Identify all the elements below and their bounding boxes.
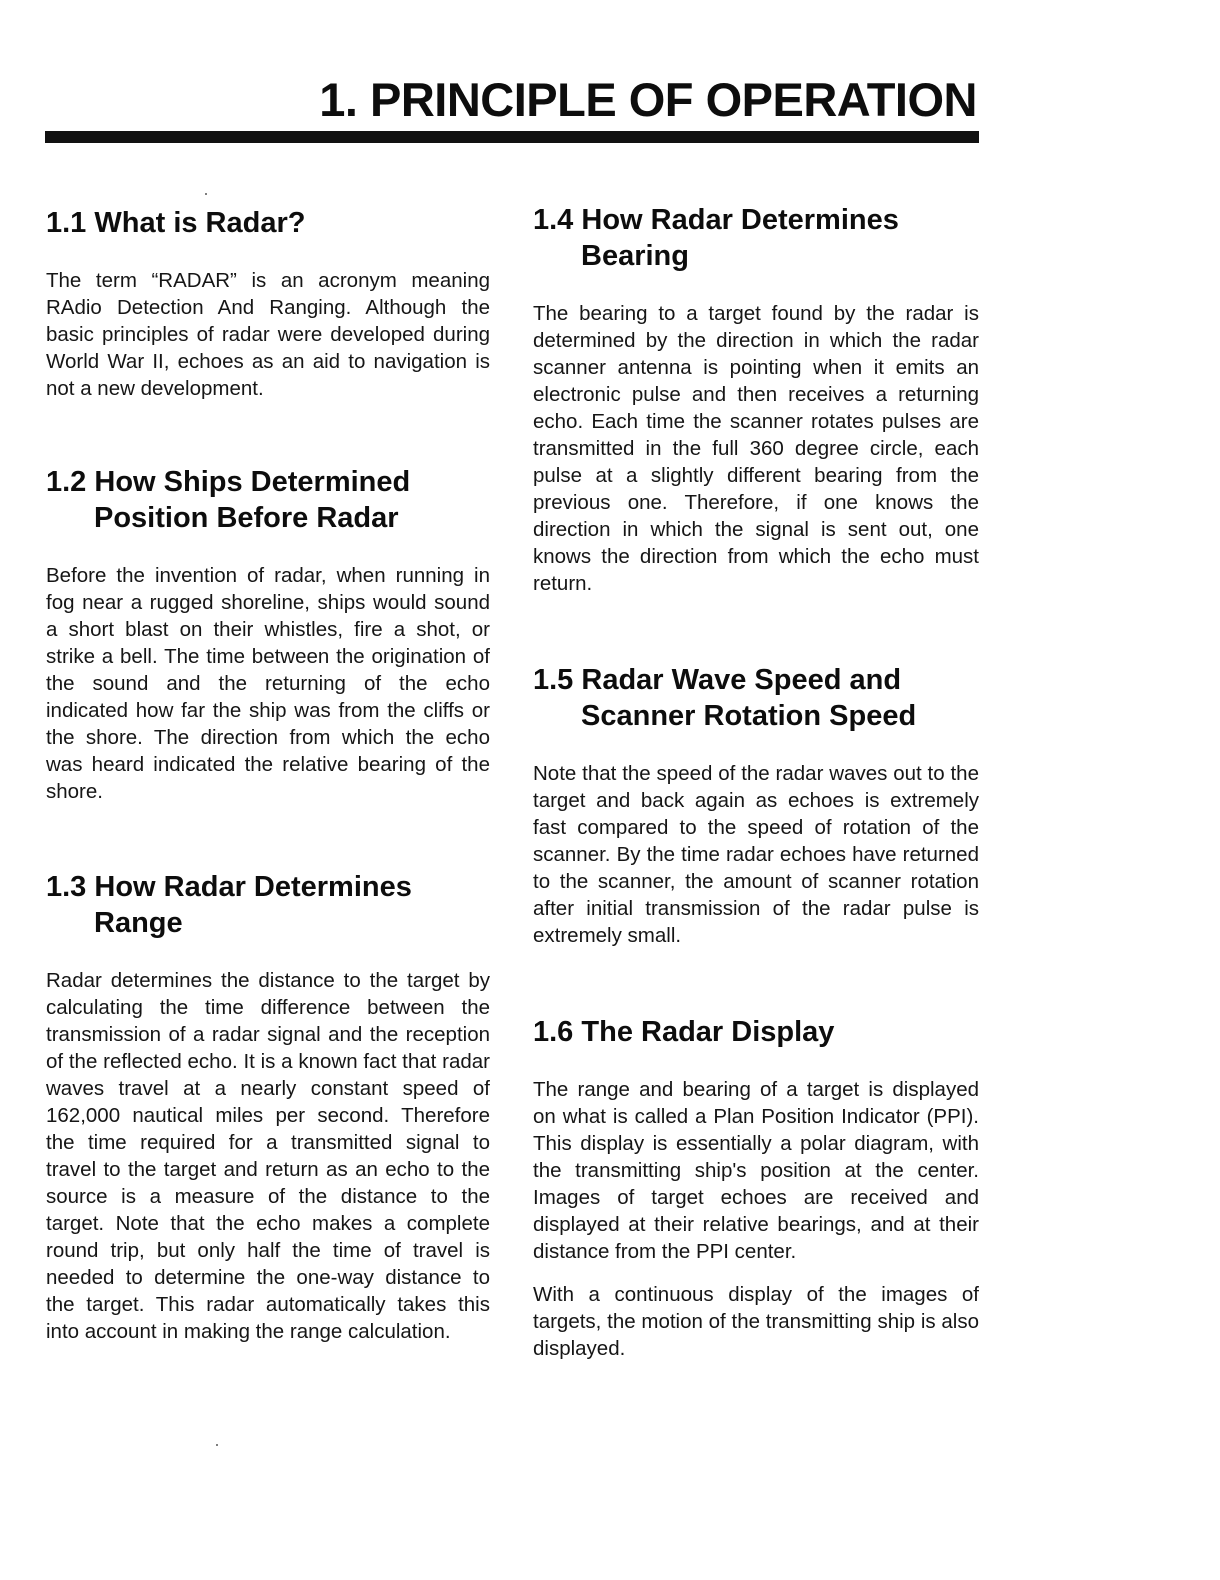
section-1-6 xyxy=(533,1014,979,1378)
section-paragraph: Radar determines the distance to the target by calculating the time difference between the transmission of a radar signal and the reception of the reflected echo. It is a known fact that radar waves travel at a nearly constant speed of 162,000 nautical miles per second. Therefore the time required for a transmitted signal to travel to the target and return as an echo to the source is a measure of the distance to the target. Note that the echo makes a complete round trip, but only half the time of travel is needed to determine the one-way distance to the target. This radar automatically takes this into account in making the range calculation. xyxy=(46,969,490,1343)
section-title: The Radar Display xyxy=(581,1016,835,1048)
section-paragraph: Before the invention of radar, when running in fog near a rugged shoreline, ships would sound a short blast on their whistles, fire a shot, or strike a bell. The time between the origination of the sound and the returning of the echo indicated how far the ship was from the cliffs or the shore. The direction from which the echo was heard indicated the relative bearing of the shore. xyxy=(46,564,490,803)
section-heading xyxy=(46,205,490,241)
scan-speck xyxy=(216,1444,218,1446)
section-number: 1.1 xyxy=(46,207,87,239)
section-heading xyxy=(533,662,979,734)
section-title: What is Radar? xyxy=(94,207,306,239)
section-title: How Radar Determines xyxy=(94,871,412,903)
section-heading xyxy=(46,464,490,536)
section-heading xyxy=(533,1014,979,1050)
section-heading xyxy=(46,869,490,941)
section-title-line2: Scanner Rotation Speed xyxy=(581,700,917,732)
section-number: 1.2 xyxy=(46,466,87,498)
section-title: How Radar Determines xyxy=(581,204,899,236)
section-1-5 xyxy=(533,662,979,965)
section-paragraph: The range and bearing of a target is displayed on what is called a Plan Position Indicator (PPI). This display is essentially a polar diagram, with the transmitting ship's position at the center. Images of target echoes are received and displayed at their relative bearings, and at their distance from the PPI center. xyxy=(533,1078,979,1263)
section-title: How Ships Determined xyxy=(94,466,411,498)
section-paragraph: The term “RADAR” is an acronym meaning RAdio Detection And Ranging. Although the basic principles of radar were developed during World War II, echoes as an aid to navigation is not a new development. xyxy=(46,269,490,400)
section-title-line2: Bearing xyxy=(581,240,689,272)
section-number: 1.3 xyxy=(46,871,87,903)
section-1-1 xyxy=(46,205,490,418)
scan-speck xyxy=(205,193,207,195)
section-1-2 xyxy=(46,464,490,821)
section-title-line2: Range xyxy=(94,907,183,939)
section-title: Radar Wave Speed and xyxy=(581,664,902,696)
section-heading xyxy=(533,202,979,274)
section-number: 1.5 xyxy=(533,664,574,696)
section-1-4 xyxy=(533,202,979,613)
section-paragraph: The bearing to a target found by the radar is determined by the direction in which the radar scanner antenna is pointing when it emits an electronic pulse and then receives a returning echo. Each time the scanner rotates pulses are transmitted in the full 360 degree circle, each pulse at a slightly different bearing from the previous one. Therefore, if one knows the direction in which the signal is sent out, one knows the direction from which the echo must return. xyxy=(533,302,979,595)
section-number: 1.6 xyxy=(533,1016,574,1048)
section-number: 1.4 xyxy=(533,204,574,236)
section-1-3 xyxy=(46,869,490,1361)
section-paragraph: Note that the speed of the radar waves out to the target and back again as echoes is extremely fast compared to the speed of rotation of the scanner. By the time radar echoes have returned to the scanner, the amount of scanner rotation after initial transmission of the radar pulse is extremely small. xyxy=(533,762,979,947)
section-paragraph: With a continuous display of the images of targets, the motion of the transmitting ship is also displayed. xyxy=(533,1283,979,1360)
section-title-line2: Position Before Radar xyxy=(94,502,399,534)
page-title: 1. PRINCIPLE OF OPERATION xyxy=(319,73,977,126)
title-rule xyxy=(45,131,979,143)
